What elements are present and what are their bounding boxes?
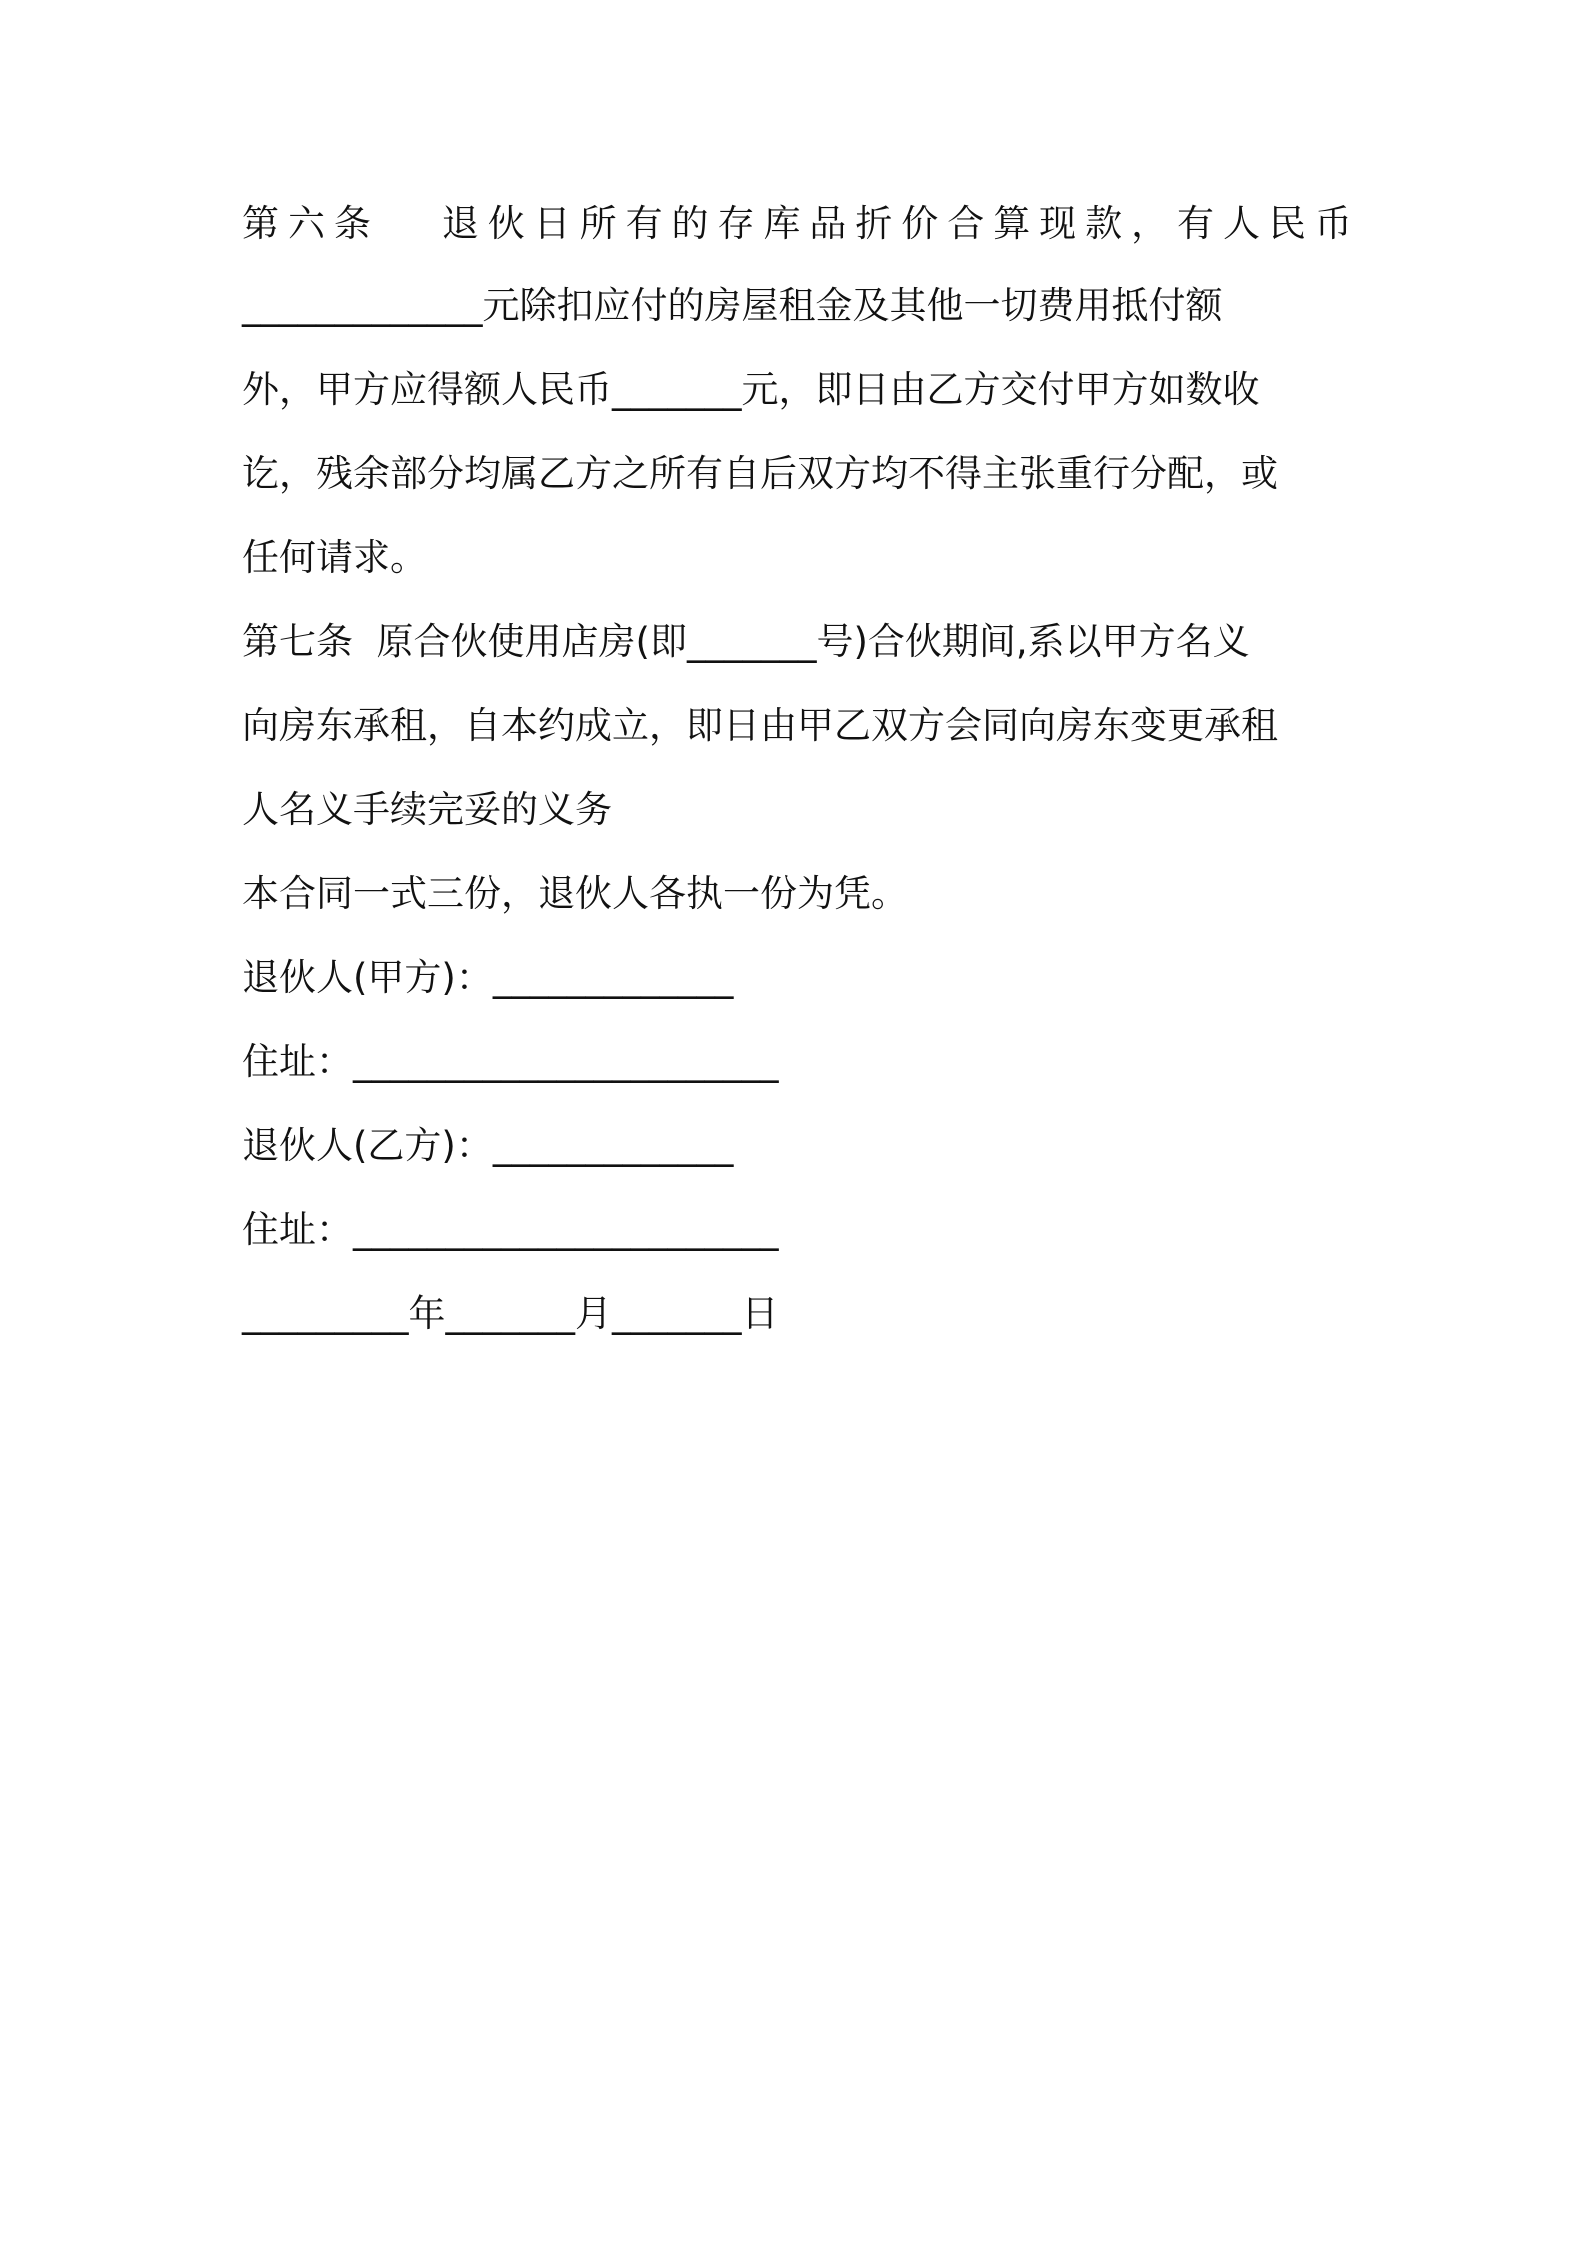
party-a-signature-line: 退伙人(甲方)：_____________ [242,956,734,999]
article-6-line-4: 讫，残余部分均属乙方之所有自后双方均不得主张重行分配，或 [242,452,1278,495]
article-7-line-3: 人名义手续完妥的义务 [242,788,612,831]
article-6-line-1: 第 六 条 退 伙 日 所 有 的 存 库 品 折 价 合 算 现 款 ， 有 人 民 币 [242,202,1352,245]
article-6-line-3: 外，甲方应得额人民币_______元，即日由乙方交付甲方如数收 [242,368,1260,411]
party-b-signature-line: 退伙人(乙方)：_____________ [242,1124,734,1167]
copies-statement: 本合同一式三份，退伙人各执一份为凭。 [242,872,908,915]
article-6-line-5: 任何请求。 [242,536,427,579]
date-line: _________年_______月_______日 [242,1292,779,1335]
article-6-line-2: _____________元除扣应付的房屋租金及其他一切费用抵付额 [242,284,1223,327]
party-b-address-line: 住址：_______________________ [242,1208,779,1251]
article-7-line-1: 第七条 原合伙使用店房(即_______号)合伙期间,系以甲方名义 [242,620,1250,663]
party-a-address-line: 住址：_______________________ [242,1040,779,1083]
article-7-line-2: 向房东承租，自本约成立，即日由甲乙双方会同向房东变更承租 [242,704,1278,747]
